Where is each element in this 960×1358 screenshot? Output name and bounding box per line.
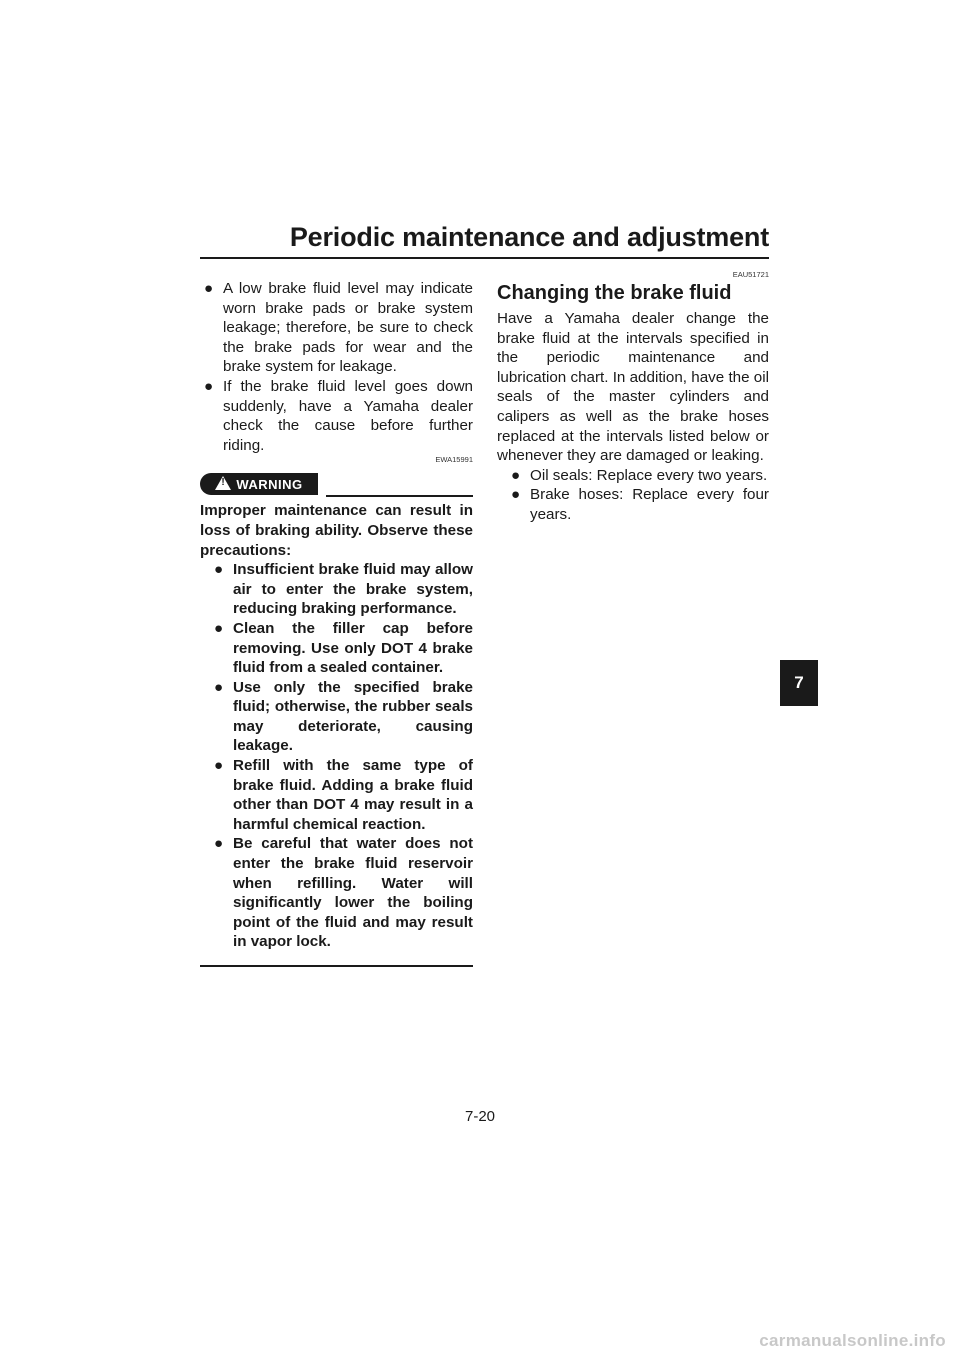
warning-badge	[200, 473, 318, 495]
list-item: ● A low brake fluid level may indicate worn brake pads or brake system leakage; therefore, be sure to check the brake pads for wear and the brake system for leakage.	[204, 280, 473, 376]
bullet-icon: ●	[204, 280, 214, 297]
bullet-icon: ●	[214, 619, 224, 637]
warning-triangle-icon	[215, 476, 231, 490]
page-header-title: Periodic maintenance and adjustment	[289, 222, 769, 252]
bullet-icon: ●	[214, 678, 224, 696]
left-column	[200, 279, 473, 967]
watermark: carmanualsonline.info	[759, 1331, 946, 1350]
inspection-notes-list	[200, 279, 473, 455]
list-item: ● Clean the filler cap before removing. Use only DOT 4 brake fluid from a sealed container.	[214, 619, 473, 677]
bullet-icon: ●	[214, 561, 224, 579]
warning-header-rule	[326, 495, 473, 497]
warning-header	[200, 473, 473, 497]
list-item: ● Use only the specified brake fluid; otherwise, the rubber seals may deteriorate, causing leakage.	[214, 678, 473, 755]
bullet-icon: ●	[214, 757, 224, 775]
list-item: ● Be careful that water does not enter the brake fluid reservoir when refilling. Water will significantly lower the boiling point of the fluid and may result in vapor lock.	[214, 835, 473, 951]
warning-bottom-rule	[200, 965, 473, 967]
warning-intro: Improper maintenance can result in loss of braking ability. Observe these precautions:	[200, 502, 473, 559]
bullet-icon: ●	[511, 466, 521, 484]
bullet-icon: ●	[204, 377, 214, 395]
warning-box	[200, 473, 473, 967]
section-reference-code: EAU51721	[732, 270, 769, 279]
warning-label: WARNING	[236, 476, 303, 492]
section-paragraph: Have a Yamaha dealer change the brake fluid at the intervals specified in the periodic maintenance and lubrication chart. In addition, have the oil seals of the master cylinders and calipers as well as the brake hoses replaced at the intervals listed below or whenever they are damaged or leaking.	[497, 310, 769, 465]
list-item: ● Oil seals: Replace every two years.	[511, 466, 768, 484]
replacement-intervals-list	[497, 466, 769, 525]
warning-precautions-list	[200, 560, 473, 952]
chapter-tab: 7	[780, 660, 818, 706]
list-item: ● If the brake fluid level goes down suddenly, have a Yamaha dealer check the cause before further riding.	[204, 377, 473, 454]
header-rule	[200, 257, 769, 259]
list-item: ● Brake hoses: Replace every four years.	[511, 486, 769, 523]
page-number: 7-20	[464, 1108, 496, 1125]
section-title: Changing the brake fluid	[497, 282, 732, 304]
warning-reference-code: EWA15991	[435, 455, 473, 465]
bullet-icon: ●	[511, 486, 521, 504]
bullet-icon: ●	[214, 835, 224, 853]
list-item: ● Refill with the same type of brake fluid. Adding a brake fluid other than DOT 4 may result in a harmful chemical reaction.	[214, 757, 473, 833]
warning-body	[200, 501, 473, 952]
list-item: ● Insufficient brake fluid may allow air to enter the brake system, reducing braking performance.	[214, 561, 473, 618]
right-column	[497, 270, 769, 525]
